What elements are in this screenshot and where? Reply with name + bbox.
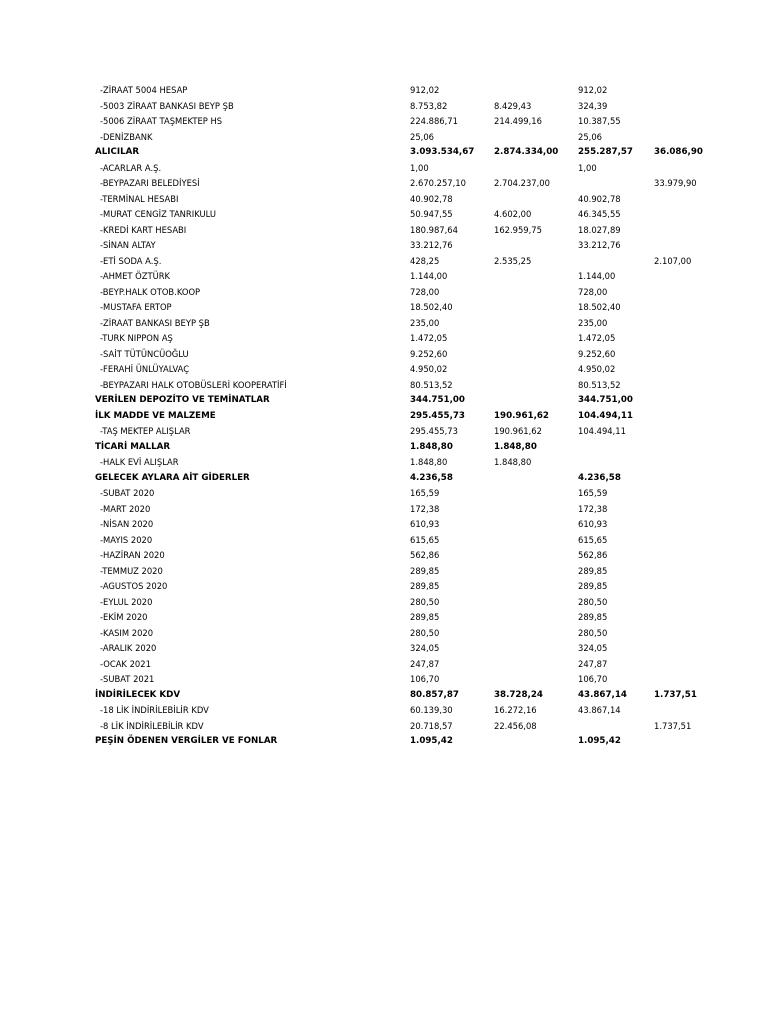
amount-col-2: 214.499,16 (494, 116, 542, 126)
account-label: ALICILAR (95, 147, 140, 157)
amount-col-3: 344.751,00 (578, 395, 633, 405)
amount-col-1: 80.513,52 (410, 379, 453, 390)
amount-col-3: 33.212,76 (578, 240, 621, 250)
account-label: -TURK NIPPON AŞ (100, 333, 173, 343)
group-total-row (0, 688, 768, 704)
account-row (0, 517, 768, 533)
account-row (0, 672, 768, 688)
account-label: -KREDİ KART HESABI (100, 224, 187, 235)
amount-col-3: 728,00 (578, 286, 608, 297)
amount-col-3: 106,70 (578, 674, 608, 684)
amount-col-3: 172,38 (578, 503, 608, 514)
amount-col-1: 20.718,57 (410, 720, 453, 731)
account-row (0, 533, 768, 549)
account-label: -8 LİK İNDİRİLEBİLİR KDV (100, 720, 204, 731)
amount-col-2: 22.456,08 (494, 720, 537, 731)
amount-col-3: 104.494,11 (578, 410, 633, 421)
account-label: -AGUSTOS 2020 (100, 581, 168, 591)
account-label: -MAYIS 2020 (100, 534, 153, 545)
amount-col-3: 289,85 (578, 581, 608, 591)
account-row (0, 99, 768, 115)
amount-col-1: 1.848,80 (410, 441, 453, 452)
account-row (0, 502, 768, 518)
amount-col-1: 1.144,00 (410, 271, 448, 281)
account-row (0, 626, 768, 642)
amount-col-1: 295.455,73 (410, 426, 458, 436)
amount-col-3: 255.287,57 (578, 147, 633, 157)
account-row (0, 130, 768, 146)
amount-col-3: 25,06 (578, 131, 602, 142)
amount-col-2: 8.429,43 (494, 100, 532, 111)
amount-col-3: 18.027,89 (578, 224, 621, 235)
account-row (0, 424, 768, 440)
account-label: -SUBAT 2020 (100, 488, 155, 498)
account-label: İNDİRİLECEK KDV (95, 689, 181, 700)
amount-col-1: 180.987,64 (410, 224, 458, 235)
amount-col-3: 615,65 (578, 534, 608, 545)
account-row (0, 548, 768, 564)
account-row (0, 657, 768, 673)
amount-col-3: 289,85 (578, 565, 608, 576)
amount-col-1: 80.857,87 (410, 689, 459, 700)
amount-col-3: 247,87 (578, 658, 608, 669)
amount-col-3: 43.867,14 (578, 705, 621, 715)
account-label: TİCARİ MALLAR (95, 441, 171, 452)
amount-col-1: 1.095,42 (410, 736, 453, 746)
account-label: -TEMMUZ 2020 (100, 565, 163, 576)
account-label: -KASIM 2020 (100, 627, 154, 638)
amount-col-3: 4.950,02 (578, 364, 616, 374)
amount-col-1: 247,87 (410, 658, 440, 669)
amount-col-3: 4.236,58 (578, 472, 621, 483)
amount-col-1: 224.886,71 (410, 116, 458, 126)
amount-col-3: 235,00 (578, 317, 608, 328)
account-label: -DENİZBANK (100, 131, 153, 142)
amount-col-3: 10.387,55 (578, 116, 621, 126)
amount-col-1: 728,00 (410, 286, 440, 297)
amount-col-1: 50.947,55 (410, 209, 453, 219)
account-row (0, 564, 768, 580)
amount-col-3: 280,50 (578, 627, 608, 638)
account-label: -ARALIK 2020 (100, 643, 157, 653)
amount-col-2: 162.959,75 (494, 224, 542, 235)
account-label: -BEYP.HALK OTOB.KOOP (100, 286, 201, 297)
account-row (0, 703, 768, 719)
amount-col-1: 289,85 (410, 581, 440, 591)
account-row (0, 486, 768, 502)
amount-col-1: 25,06 (410, 131, 434, 142)
account-row (0, 161, 768, 177)
amount-col-1: 4.950,02 (410, 364, 448, 374)
amount-col-1: 1,00 (410, 162, 429, 173)
account-label: -ETİ SODA A.Ş. (100, 255, 162, 266)
account-label: VERİLEN DEPOZİTO VE TEMİNATLAR (95, 395, 270, 405)
amount-col-4: 1.737,51 (654, 689, 697, 700)
group-total-row (0, 471, 768, 487)
amount-col-1: 1.472,05 (410, 333, 448, 343)
account-label: -AHMET ÖZTÜRK (100, 271, 171, 281)
amount-col-1: 289,85 (410, 612, 440, 622)
amount-col-1: 912,02 (410, 85, 440, 95)
amount-col-1: 324,05 (410, 643, 440, 653)
amount-col-1: 289,85 (410, 565, 440, 576)
amount-col-2: 2.874.334,00 (494, 147, 559, 157)
account-row (0, 269, 768, 285)
account-label: -FERAHİ ÜNLÜYALVAÇ (100, 364, 190, 374)
account-label: -MURAT CENGİZ TANRIKULU (100, 209, 216, 219)
amount-col-2: 1.848,80 (494, 441, 537, 452)
amount-col-4: 1.737,51 (654, 720, 692, 731)
amount-col-3: 562,86 (578, 550, 608, 560)
account-row (0, 254, 768, 270)
group-total-row (0, 145, 768, 161)
amount-col-3: 9.252,60 (578, 348, 616, 359)
amount-col-1: 344.751,00 (410, 395, 465, 405)
account-label: -BEYPAZARI BELEDİYESİ (100, 178, 200, 188)
account-label: -5006 ZİRAAT TAŞMEKTEP HS (100, 116, 223, 126)
account-row (0, 207, 768, 223)
account-label: -NİSAN 2020 (100, 519, 154, 529)
account-label: -18 LİK İNDİRİLEBİLİR KDV (100, 705, 209, 715)
account-label: -OCAK 2021 (100, 658, 151, 669)
account-label: -ACARLAR A.Ş. (100, 162, 162, 173)
amount-col-1: 562,86 (410, 550, 440, 560)
account-row (0, 362, 768, 378)
amount-col-3: 324,05 (578, 643, 608, 653)
account-label: -MUSTAFA ERTOP (100, 302, 172, 312)
account-label: -EYLUL 2020 (100, 596, 153, 607)
account-row (0, 595, 768, 611)
group-total-row (0, 409, 768, 425)
account-label: -SUBAT 2021 (100, 674, 155, 684)
account-label: -BEYPAZARI HALK OTOBÜSLERİ KOOPERATİFİ (100, 379, 287, 390)
amount-col-1: 8.753,82 (410, 100, 448, 111)
amount-col-1: 172,38 (410, 503, 440, 514)
account-label: -ZİRAAT 5004 HESAP (100, 85, 188, 95)
account-label: -TERMİNAL HESABI (100, 193, 179, 204)
account-label: -TAŞ MEKTEP ALIŞLAR (100, 426, 191, 436)
group-total-row (0, 734, 768, 750)
account-row (0, 238, 768, 254)
group-total-row (0, 393, 768, 409)
amount-col-2: 4.602,00 (494, 209, 532, 219)
account-row (0, 285, 768, 301)
amount-col-3: 1.472,05 (578, 333, 616, 343)
amount-col-1: 280,50 (410, 596, 440, 607)
account-label: -MART 2020 (100, 503, 151, 514)
amount-col-1: 1.848,80 (410, 457, 448, 467)
amount-col-1: 615,65 (410, 534, 440, 545)
account-label: -SİNAN ALTAY (100, 240, 156, 250)
amount-col-1: 3.093.534,67 (410, 147, 475, 157)
account-label: -SAİT TÜTÜNCÜOĞLU (100, 348, 189, 359)
account-row (0, 719, 768, 735)
amount-col-3: 289,85 (578, 612, 608, 622)
account-row (0, 114, 768, 130)
account-label: -HALK EVİ ALIŞLAR (100, 457, 179, 467)
account-row (0, 176, 768, 192)
account-row (0, 641, 768, 657)
account-row (0, 83, 768, 99)
account-label: PEŞİN ÖDENEN VERGİLER VE FONLAR (95, 736, 278, 746)
account-row (0, 331, 768, 347)
account-label: -5003 ZİRAAT BANKASI BEYP ŞB (100, 100, 234, 111)
amount-col-1: 2.670.257,10 (410, 178, 466, 188)
account-label: İLK MADDE VE MALZEME (95, 410, 216, 421)
amount-col-1: 610,93 (410, 519, 440, 529)
amount-col-3: 280,50 (578, 596, 608, 607)
amount-col-3: 40.902,78 (578, 193, 621, 204)
amount-col-1: 40.902,78 (410, 193, 453, 204)
account-row (0, 579, 768, 595)
amount-col-3: 165,59 (578, 488, 608, 498)
amount-col-3: 18.502,40 (578, 302, 621, 312)
amount-col-4: 33.979,90 (654, 178, 697, 188)
account-row (0, 300, 768, 316)
amount-col-1: 295.455,73 (410, 410, 465, 421)
amount-col-2: 38.728,24 (494, 689, 543, 700)
amount-col-2: 2.704.237,00 (494, 178, 550, 188)
amount-col-3: 46.345,55 (578, 209, 621, 219)
amount-col-2: 16.272,16 (494, 705, 537, 715)
account-row (0, 223, 768, 239)
account-label: -ZİRAAT BANKASI BEYP ŞB (100, 317, 210, 328)
account-row (0, 455, 768, 471)
amount-col-1: 165,59 (410, 488, 440, 498)
amount-col-4: 2.107,00 (654, 255, 692, 266)
account-label: -EKİM 2020 (100, 612, 148, 622)
amount-col-3: 610,93 (578, 519, 608, 529)
amount-col-1: 280,50 (410, 627, 440, 638)
amount-col-3: 324,39 (578, 100, 608, 111)
amount-col-3: 912,02 (578, 85, 608, 95)
account-row (0, 347, 768, 363)
amount-col-2: 2.535,25 (494, 255, 532, 266)
amount-col-1: 18.502,40 (410, 302, 453, 312)
account-row (0, 378, 768, 394)
amount-col-3: 80.513,52 (578, 379, 621, 390)
group-total-row (0, 440, 768, 456)
account-row (0, 192, 768, 208)
amount-col-3: 1,00 (578, 162, 597, 173)
amount-col-2: 190.961,62 (494, 410, 549, 421)
account-row (0, 610, 768, 626)
account-label: GELECEK AYLARA AİT GİDERLER (95, 472, 250, 483)
amount-col-1: 106,70 (410, 674, 440, 684)
amount-col-1: 33.212,76 (410, 240, 453, 250)
amount-col-2: 1.848,80 (494, 457, 532, 467)
amount-col-1: 235,00 (410, 317, 440, 328)
account-row (0, 316, 768, 332)
amount-col-2: 190.961,62 (494, 426, 542, 436)
account-label: -HAZİRAN 2020 (100, 550, 165, 560)
amount-col-1: 60.139,30 (410, 705, 453, 715)
amount-col-3: 104.494,11 (578, 426, 626, 436)
amount-col-3: 43.867,14 (578, 689, 627, 700)
amount-col-3: 1.095,42 (578, 736, 621, 746)
amount-col-3: 1.144,00 (578, 271, 616, 281)
amount-col-1: 4.236,58 (410, 472, 453, 483)
amount-col-1: 9.252,60 (410, 348, 448, 359)
amount-col-4: 36.086,90 (654, 147, 703, 157)
ledger-table (0, 83, 768, 750)
amount-col-1: 428,25 (410, 255, 440, 266)
